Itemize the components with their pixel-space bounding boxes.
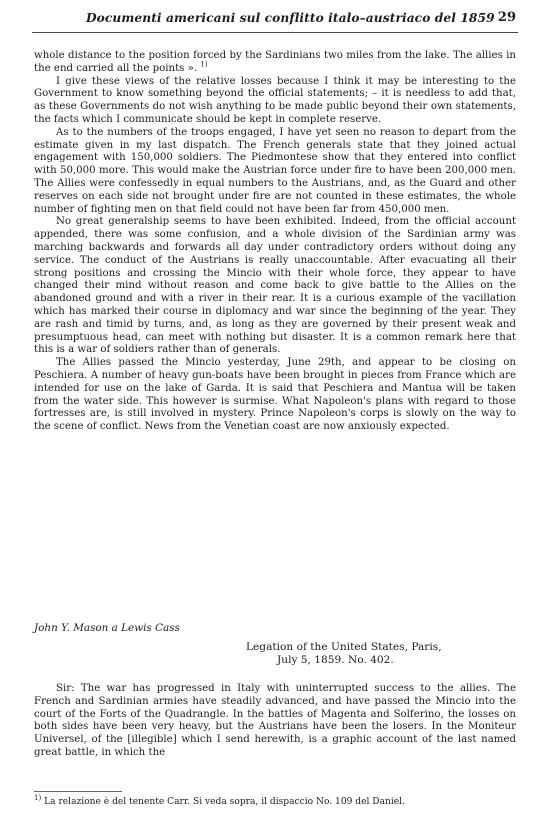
header-rule [32, 32, 518, 33]
footnote-marker: 1) [34, 793, 42, 802]
legation-line: Legation of the United States, Paris, [246, 641, 442, 653]
letter-body [34, 683, 516, 760]
footnote-rule [34, 791, 122, 792]
letter-correspondents: John Y. Mason a Lewis Cass [34, 622, 180, 634]
running-header [34, 8, 516, 28]
paragraph [34, 50, 516, 76]
paragraph-text: whole distance to the position forced by the Sardinians two miles from the lake. The allies in the end carried all the points ». [34, 50, 516, 74]
paragraph: No great generalship seems to have been exhibited. Indeed, from the official account appended, there was some confusion, and a whole division of the Sardinian army was marching backwards and forwards all day under contradictory orders without doing any service. The conduct of the Austrians is really unaccountable. After evacuating all their strong positions and crossing the Mincio with their whole force, they appear to have changed their mind without reason and come back to give battle to the Allies on the abandoned ground and with a river in their rear. It is a curious example of the vacillation which has marked their course in diplomacy and war since the beginning of the year. They are rash and timid by turns, and, as long as they are governed by their present weak and presumptuous head, can meet with nothing but disaster. It is a common remark here that this is a war of soldiers rather than of generals. [34, 216, 516, 356]
paragraph: Sir: The war has progressed in Italy with uninterrupted success to the allies. The French and Sardinian armies have steadily advanced, and have passed the Mincio into the court of the Forts of the Quadrangle. In the battles of Magenta and Solferino, the losses on both sides have been very heavy, but the Austrians have been the losers. In the Moniteur Universel, of the [illegible] which I send herewith, is a graphic account of the last named great battle, in which the [34, 683, 516, 758]
paragraph: I give these views of the relative losses because I think it may be interesting to the Government to know something beyond the official statements; – it is needless to add that, as these Governments do not wish anything to be made public beyond their own statements, the facts which I communicate should be kept in complete reserve. [34, 75, 516, 125]
report-body [34, 50, 516, 434]
footnote-reference: 1) [200, 60, 208, 69]
paragraph: As to the numbers of the troops engaged, I have yet seen no reason to depart from the estimate given in my last dispatch. The French generals state that they joined actual engagement with 150,000 soldiers. The Piedmontese show that they entered into conflict with 50,000 more. This would make the Austrian force under fire to have been 200,000 men. The Allies were confessedly in equal numbers to the Austrians, and, as the Guard and other reserves on each side not brought under fire are not counted in these estimates, the whole number of fighting men on that field could not have been far from 450,000 men. [34, 126, 516, 215]
footnote [34, 793, 516, 807]
paragraph: The Allies passed the Mincio yesterday, June 29th, and appear to be closing on Peschiera. A number of heavy gun-boats have been brought in pieces from France which are intended for use on the lake of Garda. It is said that Peschiera and Mantua will be taken from the water side. This however is surmise. What Napoleon's plans with regard to those fortresses are, is still involved in mystery. Prince Napoleon's corps is slowly on the way to the scene of conflict. News from the Venetian coast are now anxiously expected. [34, 357, 516, 433]
page-number: 29 [497, 10, 516, 25]
running-title: Documenti americani sul conflitto italo–austriaco del 1859 [86, 11, 495, 25]
date-line: July 5, 1859. No. 402. [277, 654, 394, 667]
footnote-text: La relazione è del tenente Carr. Si veda sopra, il dispaccio No. 109 del Daniel. [44, 797, 405, 807]
letter-dateline [246, 641, 506, 667]
